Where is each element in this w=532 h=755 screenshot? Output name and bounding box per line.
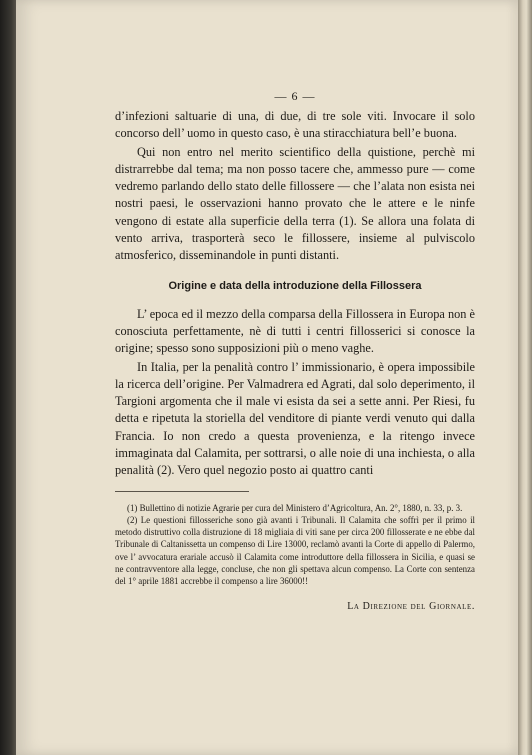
paragraph-continued: d’infezioni saltuarie di una, di due, di tre sole viti. Invocare il solo concorso dell’ uomo in questo caso, è una stiracchiatura bell’e buona. [115, 109, 475, 141]
paragraph-scientific-question: Qui non entro nel merito scientifico della quistione, perchè mi distrarrebbe dal tema; ma non posso tacere che, ammesso pure — come vedremo parlando dello stato delle fillossere — che l’alata non esista nei nostri paesi, le osservazioni hanno provato che le attere e le ninfe vengono di estate alla superficie della terra (1). Se allora una folata di vento arriva, trasporterà seco le fillossere, insieme al pulviscolo atmosferico, disseminandole in punti distanti. [115, 145, 475, 262]
footnote-divider [115, 491, 249, 492]
section-heading: Origine e data della introduzione della Fillossera [168, 279, 422, 292]
document-page [16, 0, 518, 755]
paragraph-epoch: L’ epoca ed il mezzo della comparsa della Fillossera in Europa non è conosciuta perfettamente, nè di tutti i centri fillosserici si conosce la origine; spesso sono supposizioni più o meno vaghe. [115, 306, 475, 356]
paragraph-italy: In Italia, per la penalità contro l’ immissionario, è opera impossibile la ricerca dell’origine. Per Valmadrera ed Agrati, dal solo deperimento, il Targioni argomenta che il male vi esista da sei a sette anni. Per Riesi, fu detta e ripetuta la storiella del venditore di piante verdi venuto qui dalla Francia. Io non credo a questa provenienza, e la ritengo invece immaginata dal Calamita, per sottrarsi, o alle noie di una inchiesta, o alla penalità (2). Vero quel negozio posto ai quattro canti [115, 360, 475, 477]
page-edge [518, 0, 532, 755]
signature: La Direzione del Giornale. [347, 601, 475, 613]
book-spine [0, 0, 16, 755]
footnote-1: (1) Bullettino di notizie Agrarie per cura del Ministero d’Agricoltura, An. 2°, 1880, n. 33, p. 3. [127, 502, 463, 513]
page-content [115, 89, 475, 612]
footnote-2: (2) Le questioni fillosseriche sono già avanti i Tribunali. Il Calamita che soffrì per il primo il metodo distruttivo colla distruzione di 18 migliaia di viti sane per circa 200 fillosserate e ne ebbe dal Tribunale di Caltanissetta un compenso di Lire 13000, reclamò avanti la Corte di appello di Palermo, ove l’ avvocatura erariale accusò il Calamita come introduttore della fillossera in Sicilia, e quasi se ne contravventore alla legge, concluse, che non gli spettava alcun compenso. La Corte con sentenza del 1° aprile 1881 accrebbe il compenso a lire 36000!! [115, 514, 475, 586]
page-number: — 6 — [274, 89, 316, 103]
